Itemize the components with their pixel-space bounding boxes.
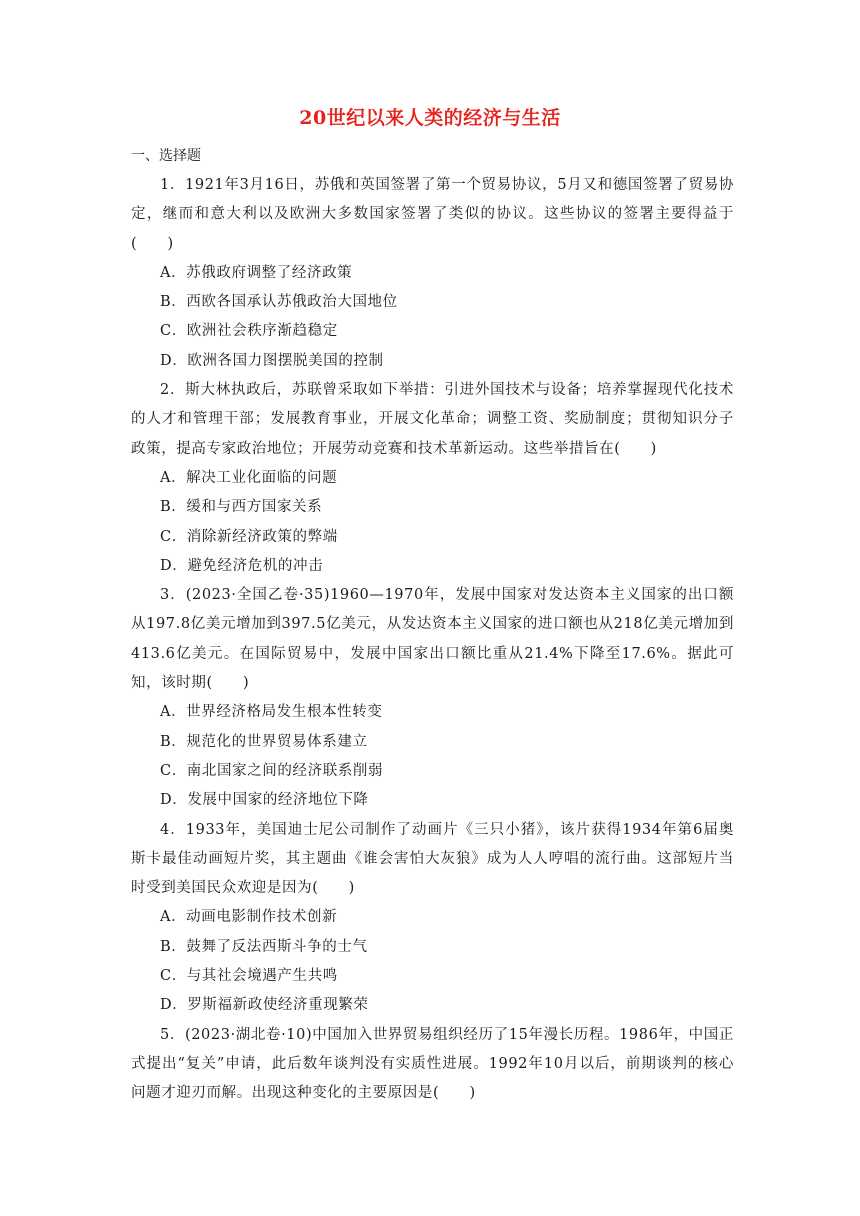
- option-a: A．解决工业化面临的问题: [160, 469, 338, 486]
- option-a: A．动画电影制作技术创新: [160, 909, 338, 926]
- section-heading: 一、选择题: [131, 148, 201, 164]
- option-a: A．世界经济格局发生根本性转变: [160, 704, 383, 721]
- option-d: D．发展中国家的经济地位下降: [160, 792, 369, 809]
- question-1: [131, 171, 734, 376]
- option-b: B．西欧各国承认苏俄政治大国地位: [160, 294, 398, 311]
- question-stem: 1．1921年3月16日，苏俄和英国签署了第一个贸易协议，5月又和德国签署了贸易协定，继而和意大利以及欧洲大多数国家签署了类似的协议。这些协议的签署主要得益于( ): [131, 177, 734, 252]
- question-2: [131, 376, 734, 581]
- question-5: [131, 1021, 734, 1109]
- option-d: D．罗斯福新政使经济重现繁荣: [160, 997, 369, 1014]
- option-c: C．与其社会境遇产生共鸣: [160, 968, 338, 985]
- option-d: D．欧洲各国力图摆脱美国的控制: [160, 352, 384, 369]
- option-d: D．避免经济危机的冲击: [160, 557, 324, 574]
- question-list: [131, 171, 734, 1109]
- option-b: B．规范化的世界贸易体系建立: [160, 733, 368, 750]
- option-b: B．鼓舞了反法西斯斗争的士气: [160, 938, 368, 955]
- question-stem: 2．斯大林执政后，苏联曾采取如下举措：引进外国技术与设备；培养掌握现代化技术的人才和管理干部；发展教育事业，开展文化革命；调整工资、奖励制度；贯彻知识分子政策，提高专家政治地位；开展劳动竞赛和技术革新运动。这些举措旨在( ): [131, 382, 734, 457]
- option-c: C．南北国家之间的经济联系削弱: [160, 762, 384, 779]
- question-4: [131, 816, 734, 1021]
- option-b: B．缓和与西方国家关系: [160, 499, 323, 516]
- question-stem: 3．(2023·全国乙卷·35)1960—1970年，发展中国家对发达资本主义国家的出口额从197.8亿美元增加到397.5亿美元，从发达资本主义国家的进口额也从218亿美元增加到413.6亿美元。在国际贸易中，发展中国家出口额比重从21.4%下降至17.6%。据此可知，该时期( ): [131, 587, 734, 692]
- question-stem: 5．(2023·湖北卷·10)中国加入世界贸易组织经历了15年漫长历程。1986年，中国正式提出“复关”申请，此后数年谈判没有实质性进展。1992年10月以后，前期谈判的核心问题才迎刃而解。出现这种变化的主要原因是( ): [131, 1026, 734, 1102]
- option-c: C．消除新经济政策的弊端: [160, 528, 338, 545]
- question-3: [131, 581, 734, 815]
- question-stem: 4．1933年，美国迪士尼公司制作了动画片《三只小猪》，该片获得1934年第6届奥斯卡最佳动画短片奖，其主题曲《谁会害怕大灰狼》成为人人哼唱的流行曲。这部短片当时受到美国民众欢迎是因为( ): [131, 821, 734, 897]
- option-c: C．欧洲社会秩序渐趋稳定: [160, 323, 338, 340]
- option-a: A．苏俄政府调整了经济政策: [160, 264, 353, 281]
- page-title: 20世纪以来人类的经济与生活: [299, 107, 561, 129]
